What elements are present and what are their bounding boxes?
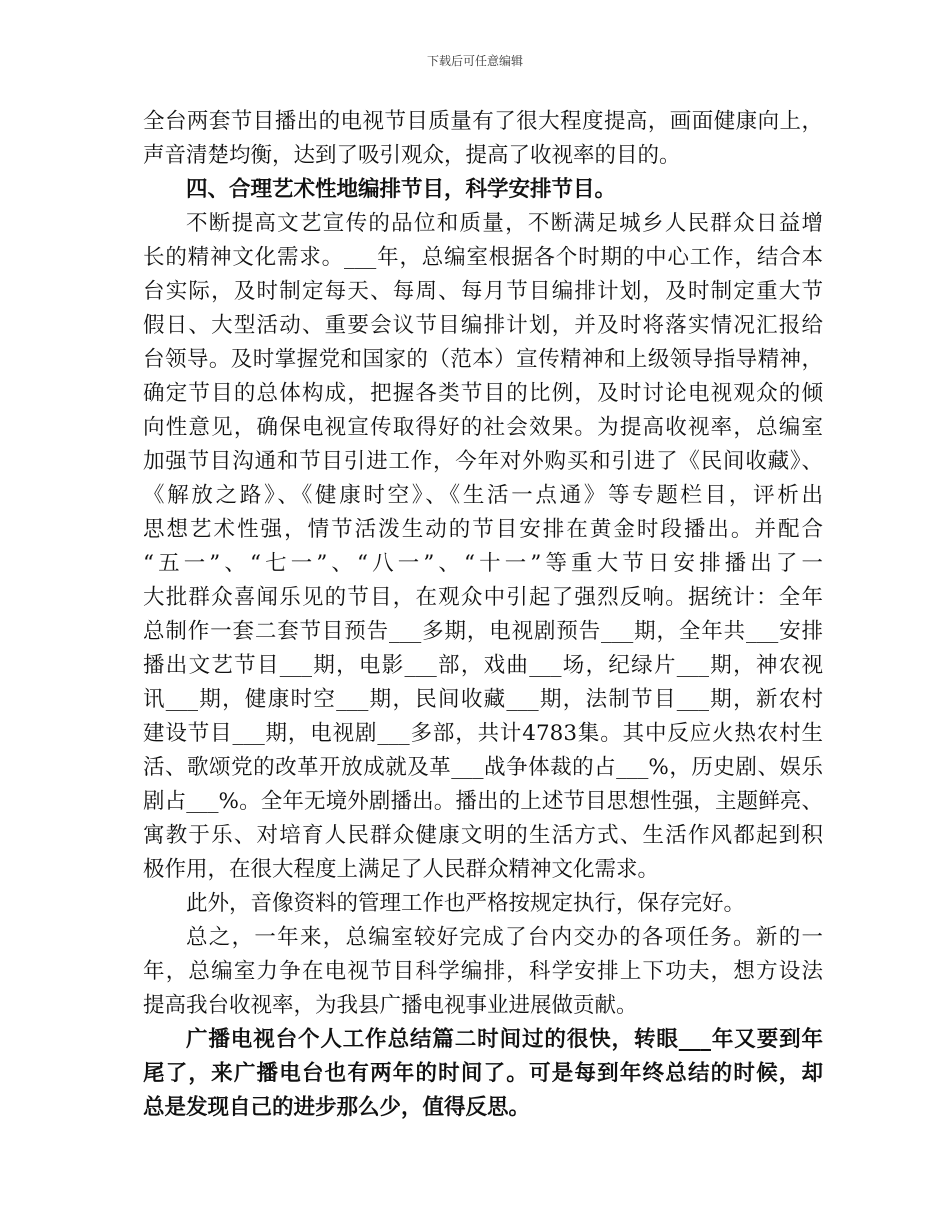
text-line: 台实际，及时制定每天、每周、每月节目编排计划，及时制定重大节 [143, 279, 823, 304]
text-line: 大批群众喜闻乐见的节目，在观众中引起了强烈反响。据统计：全年 [143, 585, 823, 610]
text-line: 长的精神文化需求。___年，总编室根据各个时期的中心工作，结合本 [143, 245, 823, 270]
text-line: 向性意见，确保电视宣传取得好的社会效果。为提高收视率，总编室 [143, 415, 823, 440]
text-line: 提高我台收视率，为我县广播电视事业进展做贡献。 [143, 993, 638, 1018]
text-line: 台领导。及时掌握党和国家的（范本）宣传精神和上级领导指导精神， [143, 347, 823, 372]
text-line: 此外，音像资料的管理工作也严格按规定执行，保存完好。 [186, 891, 746, 916]
text-line: 讯___期，健康时空___期，民间收藏___期，法制节目___期，新农村 [143, 687, 823, 712]
text-line: 寓教于乐、对培育人民群众健康文明的生活方式、生活作风都起到积 [143, 823, 823, 848]
text-line: 《解放之路》、《健康时空》、《生活一点通》等专题栏目，评析出 [143, 483, 823, 508]
text-line: 建设节目___期，电视剧___多部，共计4783集。其中反应火热农村生 [143, 721, 823, 746]
text-line: 四、合理艺术性地编排节目，科学安排节目。 [186, 177, 617, 202]
text-line: “五一”、“七一”、“八一”、“十一”等重大节日安排播出了一 [143, 551, 823, 576]
text-line: 广播电视台个人工作总结篇二时间过的很快，转眼___年又要到年 [186, 1027, 823, 1052]
document-body [143, 105, 823, 1125]
page-header: 下载后可任意编辑 [426, 54, 523, 68]
text-line: 不断提高文艺宣传的品位和质量，不断满足城乡人民群众日益增 [186, 211, 823, 236]
text-line: 全台两套节目播出的电视节目质量有了很大程度提高，画面健康向上， [143, 109, 823, 134]
text-line: 尾了，来广播电台也有两年的时间了。可是每到年终总结的时候，却 [143, 1061, 823, 1086]
text-line: 年，总编室力争在电视节目科学编排，科学安排上下功夫，想方设法 [143, 959, 823, 984]
text-line: 总之，一年来，总编室较好完成了台内交办的各项任务。新的一 [186, 925, 823, 950]
text-line: 假日、大型活动、重要会议节目编排计划，并及时将落实情况汇报给 [143, 313, 823, 338]
text-line: 思想艺术性强，情节活泼生动的节目安排在黄金时段播出。并配合 [143, 517, 823, 542]
text-line: 总是发现自己的进步那么少，值得反思。 [143, 1095, 531, 1120]
text-line: 活、歌颂党的改革开放成就及革___战争体裁的占___%，历史剧、娱乐 [143, 755, 823, 780]
text-line: 极作用，在很大程度上满足了人民群众精神文化需求。 [143, 857, 660, 882]
text-line: 剧占___%。全年无境外剧播出。播出的上述节目思想性强，主题鲜亮、 [143, 789, 823, 814]
text-line: 声音清楚均衡，达到了吸引观众，提高了收视率的目的。 [143, 143, 681, 168]
text-line: 总制作一套二套节目预告___多期，电视剧预告___期，全年共___安排 [143, 619, 823, 644]
text-line: 加强节目沟通和节目引进工作，今年对外购买和引进了《民间收藏》、 [143, 449, 823, 474]
text-line: 播出文艺节目___期，电影___部，戏曲___场，纪绿片___期，神农视 [143, 653, 823, 678]
text-line: 确定节目的总体构成，把握各类节目的比例，及时讨论电视观众的倾 [143, 381, 823, 406]
